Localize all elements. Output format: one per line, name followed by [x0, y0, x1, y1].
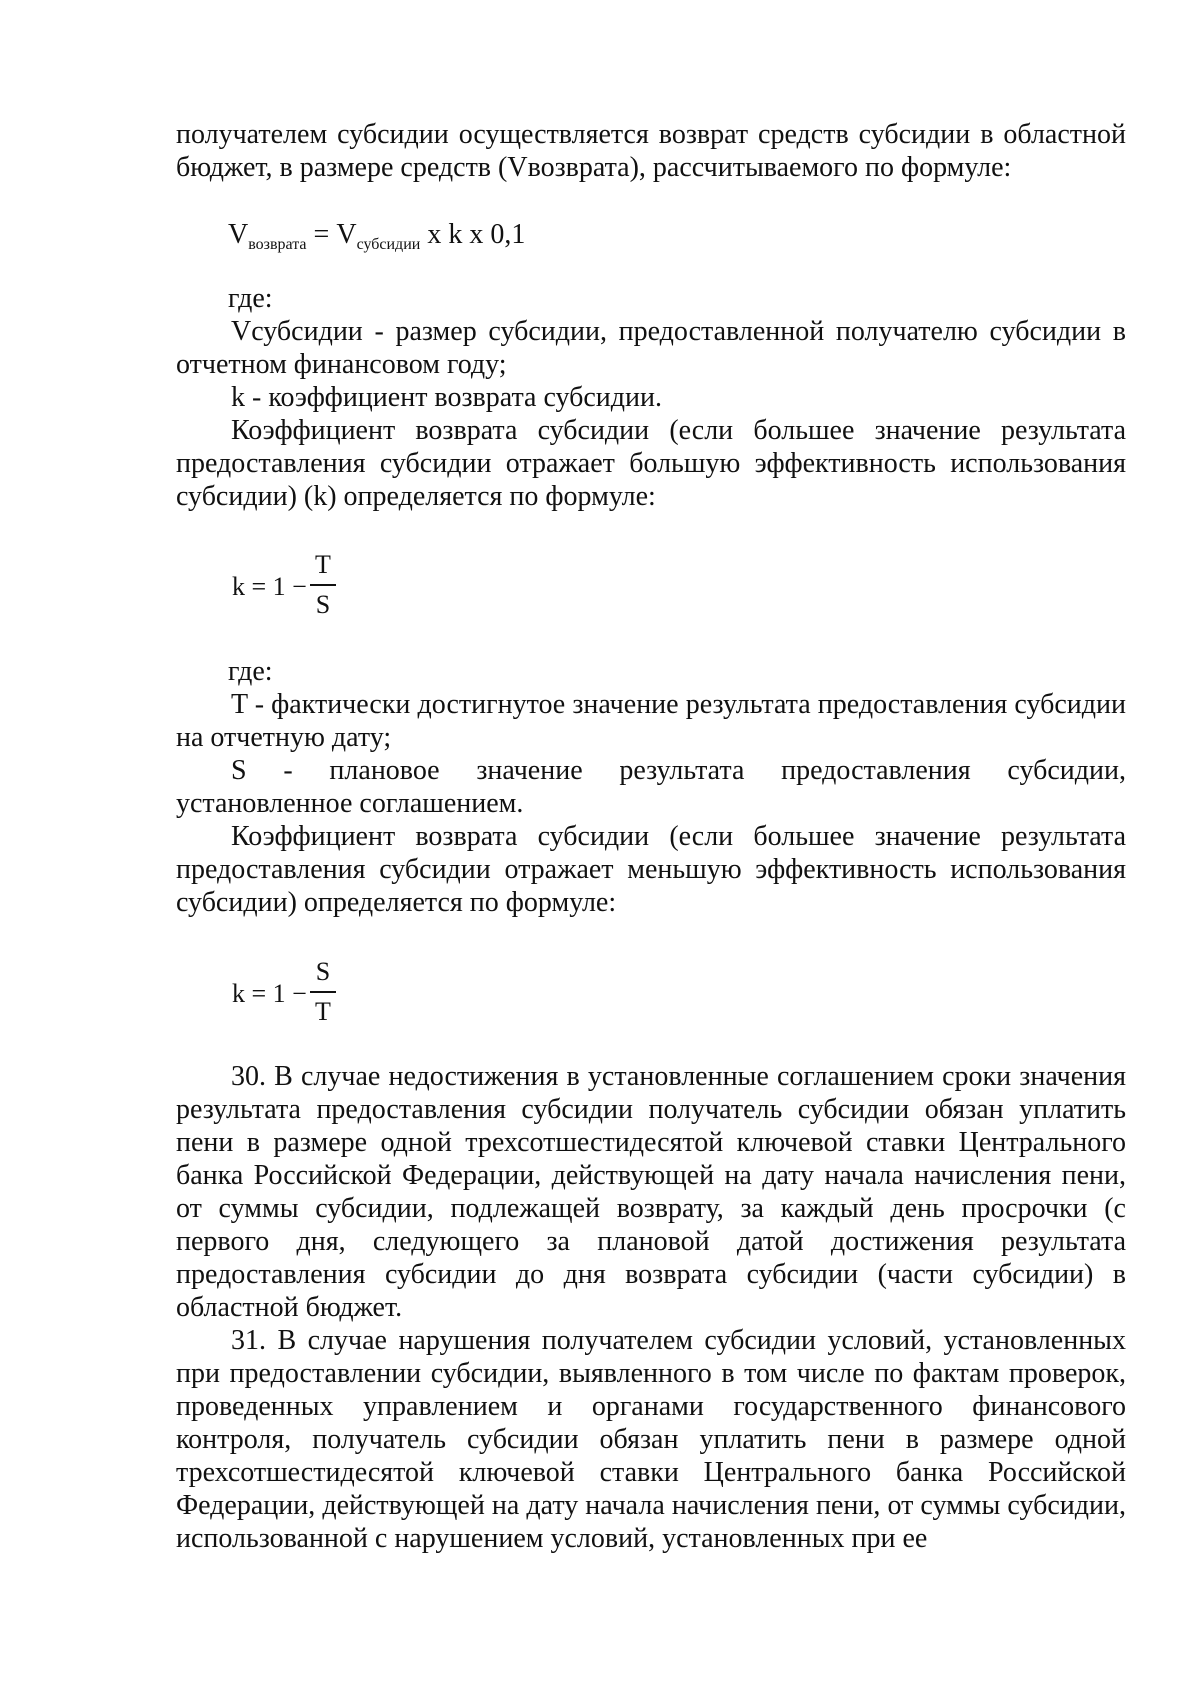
where-label-1: где: [228, 283, 273, 314]
definitions-block-2 [176, 688, 1126, 919]
formula-k1-numerator: T [315, 550, 331, 579]
formula-k2-lhs: k = 1 − [232, 979, 307, 1008]
fraction-bar [310, 584, 336, 586]
formula-k-decreasing [232, 955, 392, 1031]
coefficient-paragraph-2: Коэффициент возврата субсидии (если большее значение результата предоставления субсидии отражает меньшую эффективность использования субсидии) определяется по формуле: [176, 821, 1126, 918]
clause-30: 30. В случае недостижения в установленные соглашением сроки значения результата предоставления субсидии получатель субсидии обязан уплатить пени в размере одной трехсотшестидесятой ключевой ставки Центрального банка Российской Федерации, действующей на дату начала начисления пени, от суммы субсидии, подлежащей возврату, за каждый день просрочки (с первого дня, следующего за плановой датой достижения результата предоставления субсидии до дня возврата субсидии (части субсидии) в областной бюджет. [176, 1061, 1126, 1323]
formula-rhs-symbol: V [336, 219, 357, 250]
intro-block [176, 118, 1126, 184]
definition-s: S - плановое значение результата предоставления субсидии, установленное соглашением. [176, 755, 1126, 819]
formula-rhs-tail: x k x 0,1 [420, 219, 526, 250]
formula-k1-denominator: S [315, 590, 331, 619]
where-label-2: где: [228, 656, 273, 687]
definition-k: k - коэффициент возврата субсидии. [231, 382, 663, 413]
formula-lhs-symbol: V [228, 219, 249, 250]
clauses-block [176, 1060, 1126, 1555]
formula-k2-denominator: T [315, 997, 331, 1026]
clause-31: 31. В случае нарушения получателем субсидии условий, установленных при предоставлении субсидии, выявленного в том числе по фактам проверок, проведенных управлением и органами государственного финансового контроля, получатель субсидии обязан уплатить пени в размере одной трехсотшестидесятой ключевой ставки Центрального банка Российской Федерации, действующей на дату начала начисления пени, от суммы субсидии, использованной с нарушением условий, установленных при ее [176, 1325, 1126, 1554]
formula-k-increasing [232, 548, 392, 624]
formula-rhs-subscript: субсидии [356, 236, 421, 253]
formula-k2-numerator: S [315, 957, 331, 986]
fraction-bar [310, 991, 336, 993]
definition-vsubsidy: Vсубсидии - размер субсидии, предоставленной получателю субсидии в отчетном финансовом году; [176, 316, 1126, 380]
formula-k1-lhs: k = 1 − [232, 572, 307, 601]
definition-t: T - фактически достигнутое значение результата предоставления субсидии на отчетную дату; [176, 689, 1126, 753]
coefficient-paragraph-1: Коэффициент возврата субсидии (если большее значение результата предоставления субсидии отражает большую эффективность использования субсидии) (k) определяется по формуле: [176, 415, 1126, 512]
formula-return-amount [228, 218, 525, 255]
intro-paragraph: получателем субсидии осуществляется возврат средств субсидии в областной бюджет, в размере средств (Vвозврата), рассчитываемого по формуле: [176, 119, 1126, 183]
formula-equals: = [306, 219, 337, 250]
definitions-block-1 [176, 315, 1126, 513]
formula-lhs-subscript: возврата [248, 236, 307, 253]
